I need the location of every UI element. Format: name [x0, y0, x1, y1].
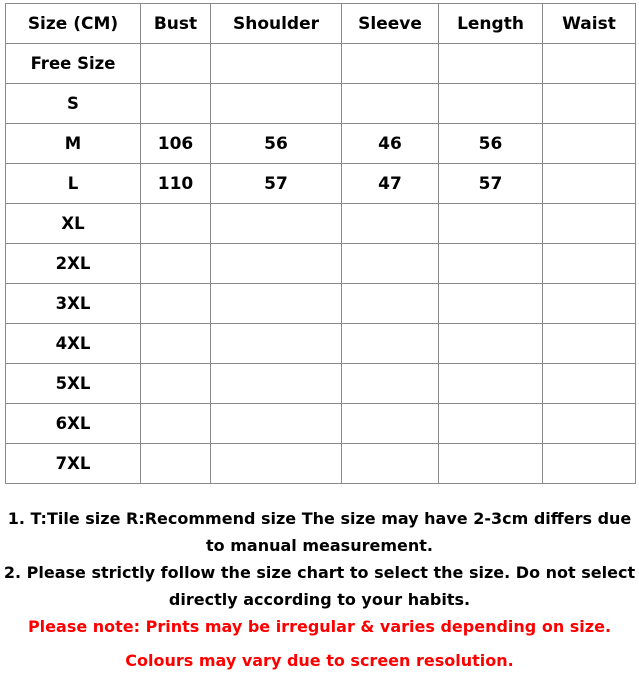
- size-cell: L: [6, 164, 141, 204]
- sleeve-cell: 46: [342, 124, 439, 164]
- table-row: [6, 124, 636, 164]
- sleeve-cell: [342, 204, 439, 244]
- sleeve-cell: [342, 444, 439, 484]
- waist-cell: [543, 364, 636, 404]
- bust-cell: [141, 404, 211, 444]
- shoulder-cell: [211, 204, 342, 244]
- size-cell: 2XL: [6, 244, 141, 284]
- waist-cell: [543, 204, 636, 244]
- bust-cell: [141, 244, 211, 284]
- table-row: [6, 244, 636, 284]
- waist-cell: [543, 124, 636, 164]
- bust-cell: 110: [141, 164, 211, 204]
- length-cell: [439, 84, 543, 124]
- waist-cell: [543, 244, 636, 284]
- header-shoulder: Shoulder: [211, 4, 342, 44]
- shoulder-cell: [211, 404, 342, 444]
- header-size: Size (CM): [6, 4, 141, 44]
- bust-cell: 106: [141, 124, 211, 164]
- header-sleeve: Sleeve: [342, 4, 439, 44]
- size-cell: S: [6, 84, 141, 124]
- size-cell: 4XL: [6, 324, 141, 364]
- size-chart-body: [6, 44, 636, 484]
- bust-cell: [141, 324, 211, 364]
- size-cell: M: [6, 124, 141, 164]
- shoulder-cell: [211, 84, 342, 124]
- shoulder-cell: [211, 284, 342, 324]
- length-cell: 57: [439, 164, 543, 204]
- note-measurement-line2: to manual measurement.: [206, 536, 433, 555]
- sleeve-cell: [342, 404, 439, 444]
- table-row: [6, 44, 636, 84]
- table-row: [6, 364, 636, 404]
- sleeve-cell: [342, 244, 439, 284]
- warning-prints: Please note: Prints may be irregular & varies depending on size.: [27, 617, 612, 636]
- length-cell: [439, 444, 543, 484]
- size-cell: Free Size: [6, 44, 141, 84]
- waist-cell: [543, 164, 636, 204]
- table-row: [6, 84, 636, 124]
- waist-cell: [543, 324, 636, 364]
- table-row: [6, 324, 636, 364]
- waist-cell: [543, 44, 636, 84]
- header-bust: Bust: [141, 4, 211, 44]
- size-cell: XL: [6, 204, 141, 244]
- bust-cell: [141, 204, 211, 244]
- table-row: [6, 284, 636, 324]
- waist-cell: [543, 284, 636, 324]
- bust-cell: [141, 284, 211, 324]
- sleeve-cell: [342, 44, 439, 84]
- size-cell: 3XL: [6, 284, 141, 324]
- sleeve-cell: 47: [342, 164, 439, 204]
- note-measurement-line1: 1. T:Tile size R:Recommend size The size may have 2-3cm differs due: [7, 509, 632, 528]
- bust-cell: [141, 364, 211, 404]
- size-chart-table: [5, 3, 636, 484]
- shoulder-cell: [211, 44, 342, 84]
- table-row: [6, 164, 636, 204]
- size-chart-header: [6, 4, 636, 44]
- waist-cell: [543, 404, 636, 444]
- length-cell: [439, 44, 543, 84]
- shoulder-cell: [211, 244, 342, 284]
- size-cell: 5XL: [6, 364, 141, 404]
- length-cell: 56: [439, 124, 543, 164]
- bust-cell: [141, 84, 211, 124]
- bust-cell: [141, 44, 211, 84]
- sleeve-cell: [342, 84, 439, 124]
- size-cell: 6XL: [6, 404, 141, 444]
- length-cell: [439, 284, 543, 324]
- note-habits-line1: 2. Please strictly follow the size chart to select the size. Do not select: [3, 563, 636, 582]
- shoulder-cell: 56: [211, 124, 342, 164]
- bust-cell: [141, 444, 211, 484]
- size-notes: [0, 505, 639, 674]
- header-row: [6, 4, 636, 44]
- length-cell: [439, 204, 543, 244]
- table-row: [6, 204, 636, 244]
- length-cell: [439, 404, 543, 444]
- sleeve-cell: [342, 324, 439, 364]
- table-row: [6, 404, 636, 444]
- size-cell: 7XL: [6, 444, 141, 484]
- table-row: [6, 444, 636, 484]
- header-length: Length: [439, 4, 543, 44]
- waist-cell: [543, 84, 636, 124]
- length-cell: [439, 324, 543, 364]
- shoulder-cell: [211, 324, 342, 364]
- sleeve-cell: [342, 364, 439, 404]
- warning-colours: Colours may vary due to screen resolution.: [125, 651, 514, 670]
- shoulder-cell: [211, 444, 342, 484]
- header-waist: Waist: [543, 4, 636, 44]
- waist-cell: [543, 444, 636, 484]
- sleeve-cell: [342, 284, 439, 324]
- note-habits-line2: directly according to your habits.: [168, 590, 471, 609]
- length-cell: [439, 244, 543, 284]
- shoulder-cell: [211, 364, 342, 404]
- shoulder-cell: 57: [211, 164, 342, 204]
- length-cell: [439, 364, 543, 404]
